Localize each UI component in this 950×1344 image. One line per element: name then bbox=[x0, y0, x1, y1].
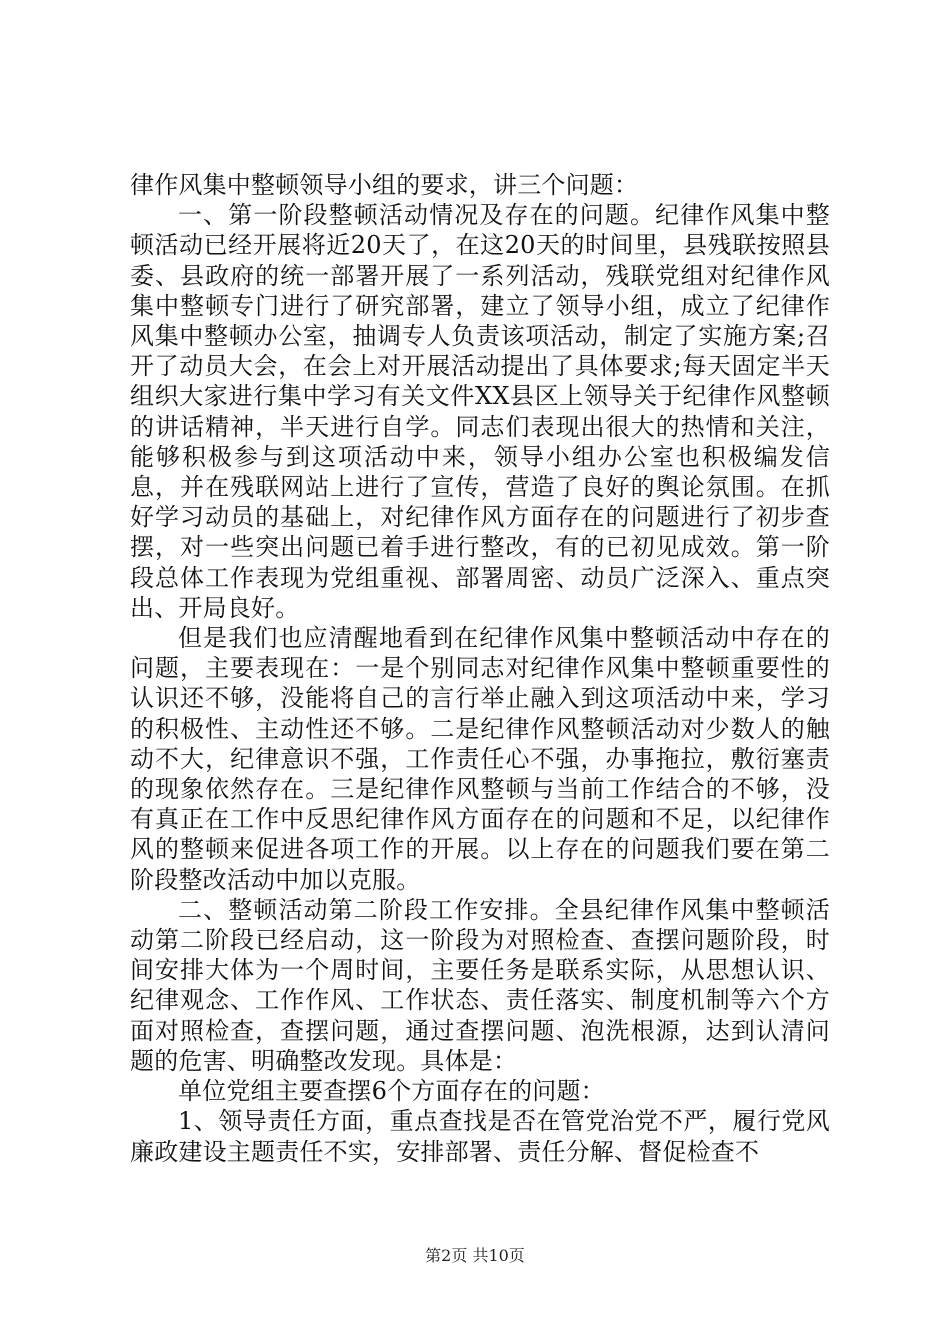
page-number-footer: 第2页 共10页 bbox=[425, 1246, 525, 1265]
paragraph-continuation: 律作风集中整顿领导小组的要求，讲三个问题： bbox=[130, 171, 639, 199]
paragraph-item-one: 1、领导责任方面，重点查找是否在管党治党不严，履行党风廉政建设主题责任不实，安排部署、责任分解、督促检查不 bbox=[130, 1107, 830, 1166]
paragraph-problems: 但是我们也应清醒地看到在纪律作风集中整顿活动中存在的问题，主要表现在：一是个别同志对纪律作风集中整顿重要性的认识还不够，没能将自己的言行举止融入到这项活动中来，学习的积极性、主动性还不够。二是纪律作风整顿活动对少数人的触动不大，纪律意识不强，工作责任心不强，办事拖拉，敷衍塞责的现象依然存在。三是纪律作风整顿与当前工作结合的不够，没有真正在工作中反思纪律作风方面存在的问题和不足，以纪律作风的整顿来促进各项工作的开展。以上存在的问题我们要在第二阶段整改活动中加以克服。 bbox=[130, 624, 830, 894]
paragraph-section-one: 一、第一阶段整顿活动情况及存在的问题。纪律作风集中整顿活动已经开展将近20天了，在这20天的时间里，县残联按照县委、县政府的统一部署开展了一系列活动，残联党组对纪律作风集中整顿专门进行了研究部署，建立了领导小组，成立了纪律作风集中整顿办公室，抽调专人负责该项活动，制定了实施方案;召开了动员大会，在会上对开展活动提出了具体要求;每天固定半天组织大家进行集中学习有关文件XX县区上领导关于纪律作风整顿的讲话精神，半天进行自学。同志们表现出很大的热情和关注，能够积极参与到这项活动中来，领导小组办公室也积极编发信息，并在残联网站上进行了宣传，营造了良好的舆论氛围。在抓好学习动员的基础上，对纪律作风方面存在的问题进行了初步查摆，对一些突出问题已着手进行整改，有的已初见成效。第一阶段总体工作表现为党组重视、部署周密、动员广泛深入、重点突出、开局良好。 bbox=[130, 201, 830, 622]
document-body bbox=[130, 170, 830, 1167]
paragraph-party-group-intro: 单位党组主要查摆6个方面存在的问题： bbox=[178, 1077, 605, 1106]
paragraph-section-two: 二、整顿活动第二阶段工作安排。全县纪律作风集中整顿活动第二阶段已经启动，这一阶段为对照检查、查摆问题阶段，时间安排大体为一个周时间，主要任务是联系实际，从思想认识、纪律观念、工作作风、工作状态、责任落实、制度机制等六个方面对照检查，查摆问题，通过查摆问题、泡洗根源，达到认清问题的危害、明确整改发现。具体是： bbox=[130, 895, 830, 1075]
